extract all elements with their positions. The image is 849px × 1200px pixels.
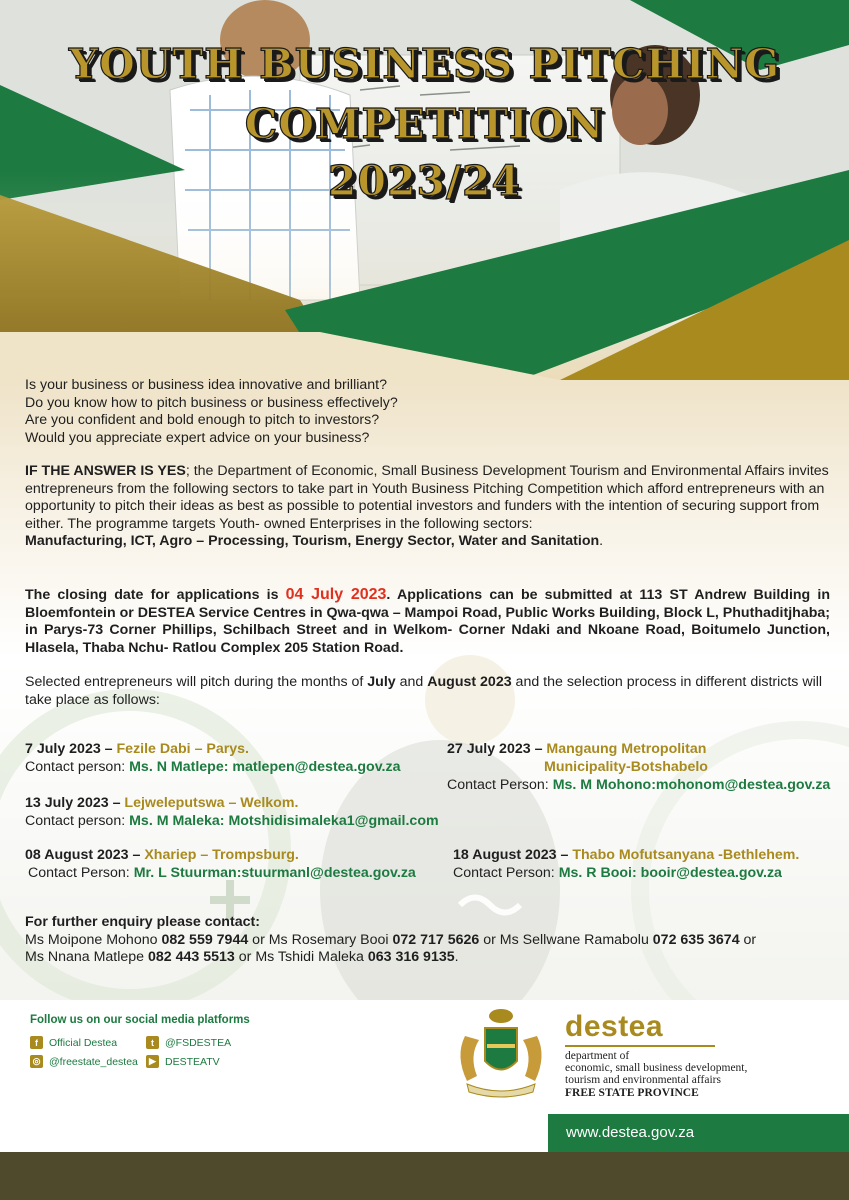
district-place: Thabo Mofutsanyana -Bethlehem. xyxy=(572,847,800,863)
district-dash: – xyxy=(530,741,547,757)
district-date: 18 August 2023 xyxy=(453,847,557,863)
social-heading: Follow us on our social media platforms xyxy=(30,1014,250,1026)
youtube-icon: ▶ xyxy=(146,1055,159,1068)
question-4: Would you appreciate expert advice on your business? xyxy=(25,429,370,446)
contact-details: Ms. N Matlepe: matlepen@destea.gov.za xyxy=(129,759,401,775)
title-line-2: COMPETITION xyxy=(244,100,605,148)
district-lejweleputswa xyxy=(25,794,439,830)
facebook-icon: f xyxy=(30,1036,43,1049)
selection-text-1: Selected entrepreneurs will pitch during the months of xyxy=(25,674,368,690)
website-link[interactable]: www.destea.gov.za xyxy=(566,1124,695,1141)
answer-text: ; the Department of Economic, Small Business Development Tourism and Environmental Affairs invites entrepreneurs from the following sectors to take part in Youth Business Pitching Competition which afford entrepreneurs with an opportunity to pitch their ideas as best as possible to potential investors and funders with the intention of securing support from either. The programme targets Youth- owned Enterprises in the following sectors: xyxy=(25,463,829,532)
district-dash: – xyxy=(556,847,573,863)
contact-details: Ms. R Booi: booir@destea.gov.za xyxy=(558,865,782,881)
contact-separator: or xyxy=(739,931,757,948)
district-thabo-mofutsanyana xyxy=(453,846,799,882)
selection-month-august: August 2023 xyxy=(427,674,512,690)
destea-brand xyxy=(565,1012,747,1099)
answer-paragraph xyxy=(25,463,830,551)
closing-prefix: The closing date for applications is xyxy=(25,587,286,603)
instagram-label: @freestate_destea xyxy=(49,1055,138,1068)
contact-5-number: 063 316 9135 xyxy=(367,949,455,966)
header-banner xyxy=(0,0,849,380)
contact-label: Contact person: xyxy=(25,759,130,775)
instagram-link[interactable] xyxy=(30,1055,138,1068)
selection-and: and xyxy=(395,674,428,690)
twitter-icon: t xyxy=(146,1036,159,1049)
question-3: Are you confident and bold enough to pitch to investors? xyxy=(25,412,380,429)
contact-3-number: 072 635 3674 xyxy=(652,931,740,948)
title-line-3: 2023/24 xyxy=(327,157,522,205)
sectors-end: . xyxy=(599,533,604,550)
district-place: Mangaung Metropolitan xyxy=(546,741,707,757)
district-fezile-dabi xyxy=(25,740,401,776)
youtube-label: DESTEATV xyxy=(165,1055,220,1068)
intro-questions xyxy=(25,377,830,447)
question-1: Is your business or business idea innovative and brilliant? xyxy=(25,377,387,393)
contact-label: Contact Person: xyxy=(453,865,559,881)
district-date: 7 July 2023 xyxy=(25,741,101,757)
district-dash: – xyxy=(128,847,145,863)
district-date: 08 August 2023 xyxy=(25,847,129,863)
district-xhariep xyxy=(25,846,416,882)
district-place: Lejweleputswa – Welkom. xyxy=(124,795,299,811)
answer-lead: IF THE ANSWER IS YES xyxy=(25,463,186,479)
contact-1-number: 082 559 7944 xyxy=(161,931,249,948)
closing-rest: . Applications can be submitted at 113 ST Andrew Building in Bloemfontein or DESTEA Service Centres in Qwa-qwa – Mampoi Road, Public Works Building, Block L, Phuthaditjhaba; in Parys-73 Corner Phillips, Schilbach Street and in Welkom- Corner Ndaki and Nkoane Road, Boitumelo Junction, Hlasela, Thaba Nchu- Ratlou Complex 205 Station Road. xyxy=(25,587,831,656)
brand-divider xyxy=(565,1045,715,1047)
contact-2-number: 072 717 5626 xyxy=(392,931,480,948)
title-line-1: YOUTH BUSINESS PITCHING xyxy=(68,40,781,88)
sectors-list: Manufacturing, ICT, Agro – Processing, Tourism, Energy Sector, Water and Sanitation xyxy=(25,533,600,550)
brand-name: destea xyxy=(565,1010,664,1043)
contact-5-name: or Ms Tshidi Maleka xyxy=(234,949,368,966)
contact-2-name: or Ms Rosemary Booi xyxy=(248,931,393,948)
contact-details: Ms. M Mohono:mohonom@destea.gov.za xyxy=(552,777,831,793)
selection-text-2: and the selection process in different districts will take place as follows: xyxy=(25,674,823,708)
closing-date: 04 July 2023 xyxy=(285,586,387,603)
selection-month-july: July xyxy=(367,674,396,690)
coat-of-arms-logo xyxy=(447,1006,555,1098)
contact-4-name: Ms Nnana Matlepe xyxy=(25,949,149,966)
district-date: 13 July 2023 xyxy=(25,795,109,811)
closing-paragraph xyxy=(25,586,830,657)
contact-1-name: Ms Moipone Mohono xyxy=(25,931,162,948)
contact-label: Contact person: xyxy=(25,813,130,829)
contact-3-name: or Ms Sellwane Ramabolu xyxy=(479,931,653,948)
brand-sub-2: economic, small business development, xyxy=(565,1062,748,1074)
brand-province: FREE STATE PROVINCE xyxy=(565,1087,699,1099)
district-place: Xhariep – Trompsburg. xyxy=(144,847,299,863)
district-place: Fezile Dabi – Parys. xyxy=(116,741,249,757)
brand-sub-1: department of xyxy=(565,1050,630,1062)
youtube-link[interactable] xyxy=(146,1055,220,1068)
enquiry-section xyxy=(25,914,830,967)
instagram-icon: ◎ xyxy=(30,1055,43,1068)
district-place-line-2: Municipality-Botshabelo xyxy=(544,759,708,775)
twitter-label: @FSDESTEA xyxy=(165,1036,232,1049)
district-mangaung xyxy=(447,740,830,794)
contact-end: . xyxy=(454,949,459,966)
district-dash: – xyxy=(100,741,117,757)
contact-details: Ms. M Maleka: Motshidisimaleka1@gmail.com xyxy=(129,813,439,829)
twitter-link[interactable] xyxy=(146,1036,231,1049)
district-dash: – xyxy=(108,795,125,811)
contact-label: Contact Person: xyxy=(447,777,553,793)
selection-paragraph xyxy=(25,674,830,709)
question-2: Do you know how to pitch business or business effectively? xyxy=(25,394,398,411)
contact-4-number: 082 443 5513 xyxy=(148,949,235,966)
footer-bottom-band xyxy=(0,1152,849,1200)
contact-details: Mr. L Stuurman:stuurmanl@destea.gov.za xyxy=(133,865,416,881)
brand-sub-3: tourism and environmental affairs xyxy=(565,1074,721,1086)
district-date: 27 July 2023 xyxy=(447,741,531,757)
facebook-link[interactable] xyxy=(30,1036,117,1049)
enquiry-heading: For further enquiry please contact: xyxy=(25,914,260,930)
contact-label: Contact Person: xyxy=(28,865,134,881)
facebook-label: Official Destea xyxy=(49,1036,118,1049)
